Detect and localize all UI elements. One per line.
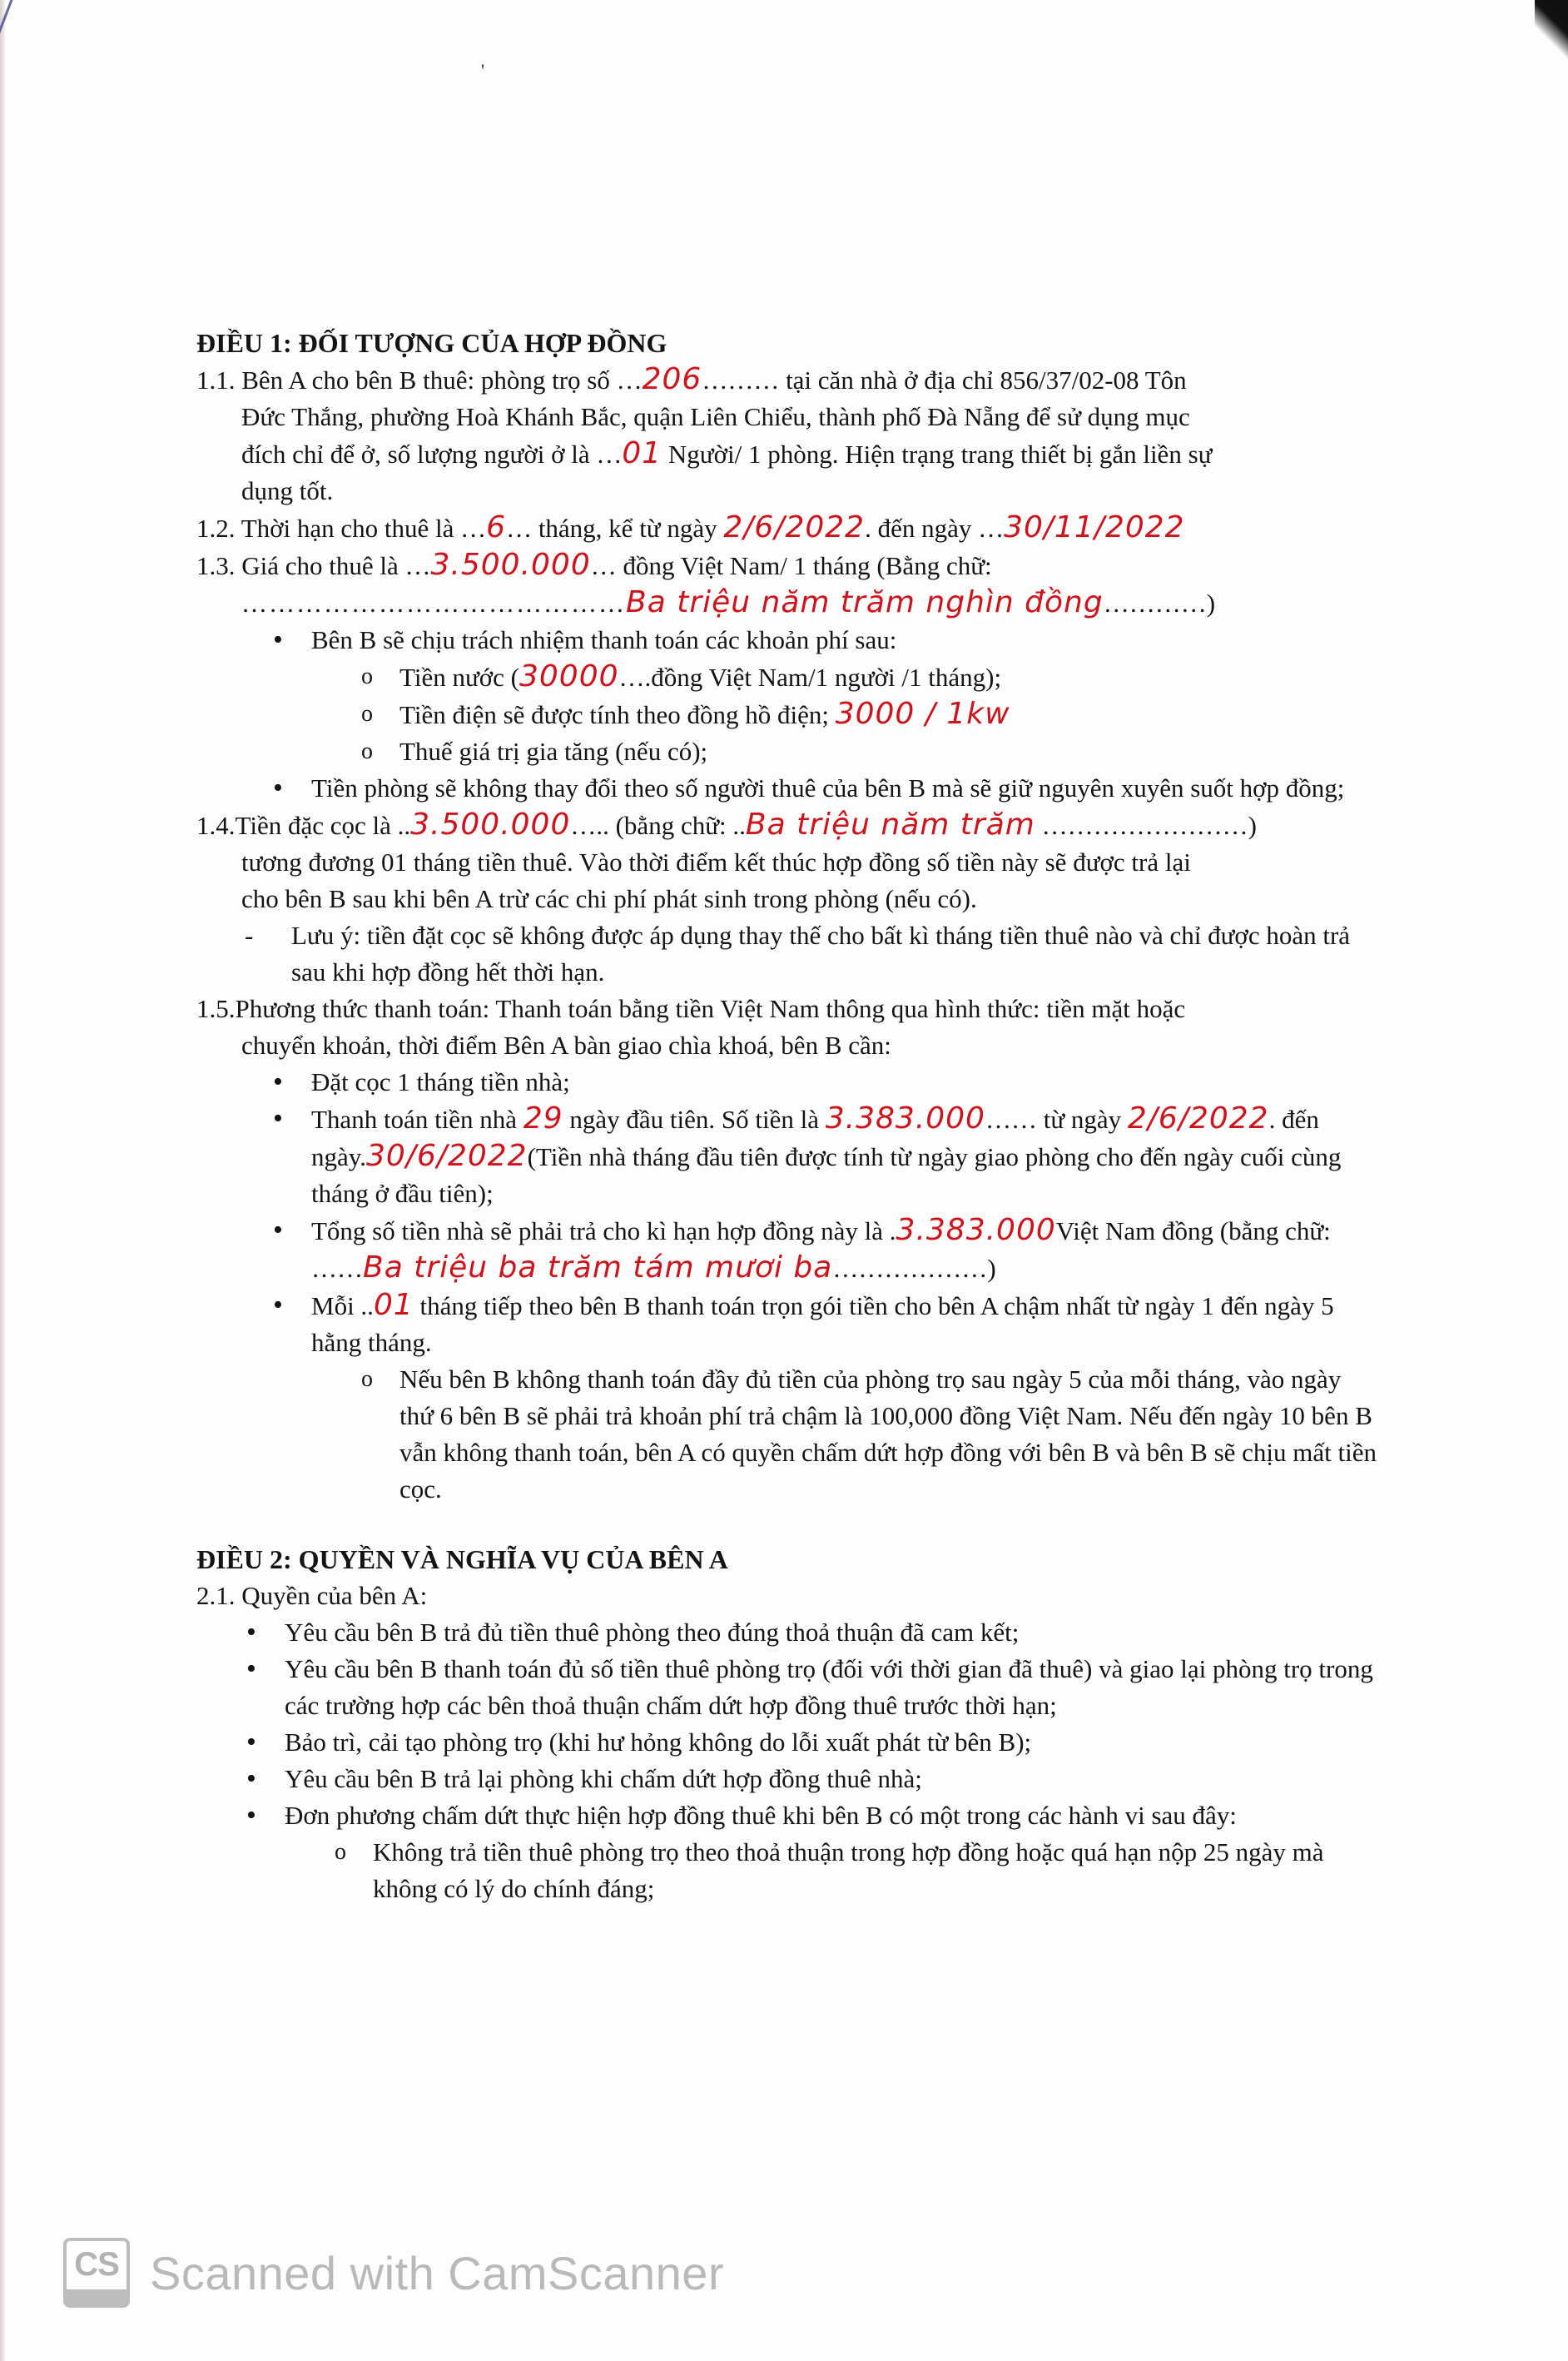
clause-1-1 <box>196 361 1378 509</box>
article-1-heading: ĐIỀU 1: ĐỐI TƯỢNG CỦA HỢP ĐỒNG <box>196 328 667 358</box>
termination-item: o Không trả tiền thuê phòng trọ theo thoả thuận trong hợp đồng hoặc quá hạn nộp 25 ngày mà không có lý do chính đáng; <box>335 1834 1378 1907</box>
article-2-heading: ĐIỀU 2: QUYỀN VÀ NGHĨA VỤ CỦA BÊN A <box>196 1544 728 1574</box>
list-item <box>273 1212 1378 1287</box>
logo-text: CS <box>74 2246 119 2283</box>
text: Tiền điện sẽ được tính theo đồng hồ điện; <box>399 700 836 729</box>
list-item-electric <box>361 696 1378 733</box>
text: . đến ngày … <box>865 514 1005 543</box>
note-list <box>196 917 1378 991</box>
handwritten-monthly-interval: 01 <box>373 1288 414 1322</box>
text: Bên B sẽ chịu trách nhiệm thanh toán các khoản phí sau: <box>311 625 897 654</box>
handwritten-deposit-words: Ba triệu năm trăm <box>745 808 1035 842</box>
rights-item <box>246 1797 1378 1907</box>
handwritten-water-fee: 30000 <box>519 659 619 693</box>
text: Người/ 1 phòng. Hiện trạng trang thiết bị gắn liền sự <box>662 440 1213 469</box>
text: đích chỉ để ở, số lượng người ở là … <box>241 440 623 469</box>
handwritten-price-words: Ba triệu năm trăm nghìn đồng <box>626 585 1104 619</box>
text: 1.5.Phương thức thanh toán: Thanh toán bằng tiền Việt Nam thông qua hình thức: tiền mặt hoặc <box>196 994 1186 1023</box>
text: ……………………) <box>1035 811 1257 840</box>
late-fee-sublist <box>311 1361 1378 1508</box>
text: … đồng Việt Nam/ 1 tháng (Bằng chữ: <box>590 551 992 580</box>
handwritten-first-days: 29 <box>523 1101 563 1136</box>
rights-item: • Yêu cầu bên B trả đủ tiền thuê phòng theo đúng thoả thuận đã cam kết; <box>246 1614 1378 1651</box>
clause-1-3 <box>196 547 1378 807</box>
list-item: • Tiền phòng sẽ không thay đổi theo số người thuê của bên B mà sẽ giữ nguyên xuyên suốt hợp đồng; <box>273 770 1378 807</box>
handwritten-occupants: 01 <box>622 436 662 470</box>
text: 1.2. Thời hạn cho thuê là … <box>196 514 487 543</box>
handwritten-first-from: 2/6/2022 <box>1127 1101 1269 1136</box>
text: … tháng, kể từ ngày <box>506 514 724 543</box>
handwritten-electric-fee: 3000 / 1kw <box>835 697 1010 731</box>
fee-list <box>196 622 1378 807</box>
termination-sublist <box>285 1834 1378 1907</box>
payment-list <box>196 1064 1378 1508</box>
text: 1.3. Giá cho thuê là … <box>196 551 431 580</box>
handwritten-total-words: Ba triệu ba trăm tám mươi ba <box>363 1250 833 1285</box>
list-item <box>273 1101 1378 1212</box>
text: tháng tiếp theo bên B thanh toán trọn gói tiền cho bên A chậm nhất từ ngày 1 đến ngày 5 hằng tháng. <box>311 1291 1334 1357</box>
text: ngày đầu tiên. Số tiền là <box>563 1105 826 1134</box>
text: tương đương 01 tháng tiền thuê. Vào thời điểm kết thúc hợp đồng số tiền này sẽ được trả lại <box>241 847 1191 877</box>
text: Mỗi .. <box>311 1291 374 1320</box>
rights-item: • Bảo trì, cải tạo phòng trọ (khi hư hỏng không do lỗi xuất phát từ bên B); <box>246 1724 1378 1761</box>
text: chuyển khoản, thời điểm Bên A bàn giao chìa khoá, bên B cần: <box>241 1031 891 1060</box>
list-item <box>273 1287 1378 1508</box>
corner-shadow <box>1535 0 1568 67</box>
text: ….. (bằng chữ: .. <box>570 811 746 840</box>
list-item-vat: o Thuế giá trị gia tăng (nếu có); <box>361 733 1378 770</box>
clause-1-5 <box>196 991 1378 1508</box>
page-edge <box>0 0 5 2361</box>
text: …………) <box>1103 589 1216 618</box>
text: Tổng số tiền nhà sẽ phải trả cho kì hạn hợp đồng này là . <box>311 1216 896 1245</box>
scan-speck: ' <box>481 60 484 81</box>
handwritten-total: 3.383.000 <box>896 1213 1056 1247</box>
text: ….đồng Việt Nam/1 người /1 tháng); <box>618 663 1002 692</box>
handwritten-months: 6 <box>486 510 507 544</box>
text: ………………) <box>832 1254 996 1283</box>
text: Đơn phương chấm dứt thực hiện hợp đồng thuê khi bên B có một trong các hành vi sau đây: <box>285 1801 1237 1830</box>
text: …… từ ngày <box>985 1105 1128 1134</box>
contract-page <box>196 325 1378 1907</box>
handwritten-price: 3.500.000 <box>430 548 591 582</box>
late-fee-item: o Nếu bên B không thanh toán đầy đủ tiền của phòng trọ sau ngày 5 của mỗi tháng, vào ngày thứ 6 bên B sẽ phải trả khoản phí trả chậm là 100,000 đồng Việt Nam. Nếu đến ngày 10 bên B vẫn không thanh toán, bên A có quyền chấm dứt hợp đồng với bên B và bên B sẽ chịu mất tiền cọc. <box>361 1361 1378 1508</box>
clause-1-2 <box>196 509 1378 547</box>
clause-2-1-heading: 2.1. Quyền của bên A: <box>196 1581 428 1610</box>
text: Việt Nam đồng (bằng chữ: …… <box>311 1216 1331 1283</box>
text: . đến ngày. <box>311 1105 1319 1171</box>
text: 1.1. Bên A cho bên B thuê: phòng trọ số … <box>196 365 643 395</box>
text: Thanh toán tiền nhà <box>311 1105 523 1134</box>
handwritten-start-date: 2/6/2022 <box>723 510 866 544</box>
handwritten-end-date: 30/11/2022 <box>1004 510 1185 544</box>
deposit-note: - Lưu ý: tiền đặt cọc sẽ không được áp dụng thay thế cho bất kì tháng tiền thuê nào và chỉ được hoàn trả sau khi hợp đồng hết thời hạn. <box>245 917 1378 991</box>
handwritten-first-amount: 3.383.000 <box>825 1101 985 1136</box>
fee-sublist <box>311 659 1378 770</box>
text: 1.4.Tiền đặc cọc là .. <box>196 811 411 840</box>
rights-item: • Yêu cầu bên B thanh toán đủ số tiền thuê phòng trọ (đối với thời gian đã thuê) và giao lại phòng trọ trong các trường hợp các bên thoả thuận chấm dứt hợp đồng thuê trước thời hạn; <box>246 1651 1378 1724</box>
handwritten-deposit: 3.500.000 <box>410 808 571 842</box>
camscanner-watermark <box>63 2238 724 2308</box>
dotted-fill: …………………………………… <box>241 589 626 618</box>
list-item-water <box>361 659 1378 696</box>
text: dụng tốt. <box>241 476 334 505</box>
text: Tiền nước ( <box>399 663 519 692</box>
text: Đức Thắng, phường Hoà Khánh Bắc, quận Liên Chiểu, thành phố Đà Nẵng để sử dụng mục <box>241 402 1190 431</box>
handwritten-first-to: 30/6/2022 <box>366 1139 528 1173</box>
camscanner-logo-icon <box>63 2238 130 2308</box>
text: ……… tại căn nhà ở địa chỉ 856/37/02-08 Tôn <box>702 365 1187 395</box>
text: cho bên B sau khi bên A trừ các chi phí phát sinh trong phòng (nếu có). <box>241 884 977 913</box>
list-item <box>273 622 1378 770</box>
clause-1-4 <box>196 807 1378 991</box>
handwritten-room-number: 206 <box>642 362 702 396</box>
text: (Tiền nhà tháng đầu tiên được tính từ ngày giao phòng cho đến ngày cuối cùng tháng ở đầu tiên); <box>311 1142 1342 1208</box>
list-item: • Đặt cọc 1 tháng tiền nhà; <box>273 1064 1378 1101</box>
rights-list <box>196 1614 1378 1907</box>
watermark-text: Scanned with CamScanner <box>150 2246 725 2299</box>
rights-item: • Yêu cầu bên B trả lại phòng khi chấm dứt hợp đồng thuê nhà; <box>246 1761 1378 1797</box>
